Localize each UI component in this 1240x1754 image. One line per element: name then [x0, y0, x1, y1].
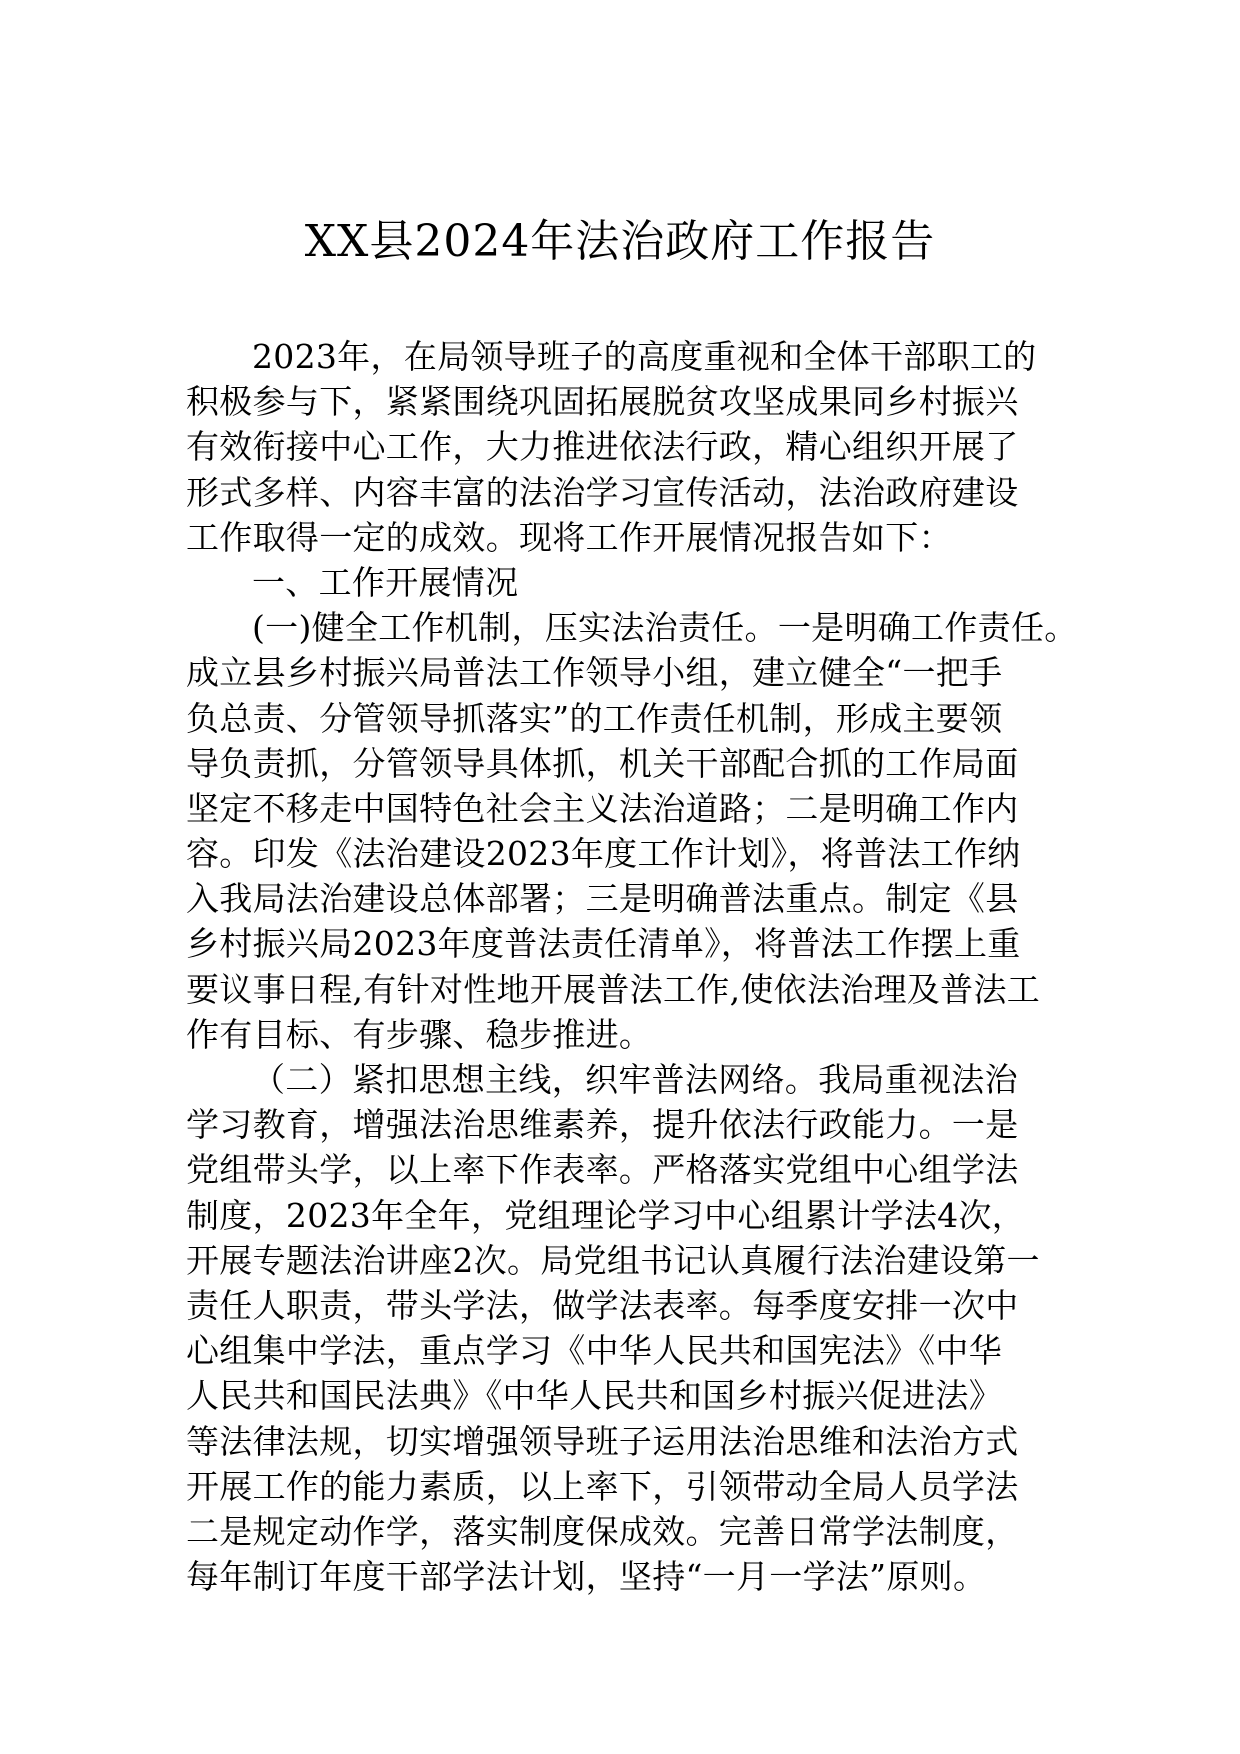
text-line: 有效衔接中心工作，大力推进依法行政，精心组织开展了 — [186, 427, 1019, 467]
text-line: 坚定不移走中国特色社会主义法治道路；二是明确工作内 — [186, 788, 1019, 828]
text-line: 积极参与下，紧紧围绕巩固拓展脱贫攻坚成果同乡村振兴 — [186, 382, 1019, 422]
text-line: 开展工作的能力素质，以上率下，引领带动全局人员学法 — [186, 1466, 1019, 1506]
text-line: 一、工作开展情况 — [252, 562, 519, 602]
text-line: 二是规定动作学，落实制度保成效。完善日常学法制度， — [186, 1511, 1019, 1551]
text-line: 每年制订年度干部学法计划，坚持“一月一学法”原则。 — [186, 1557, 987, 1597]
document-title: XX县2024年法治政府工作报告 — [304, 216, 936, 267]
text-line: (一)健全工作机制，压实法治责任。一是明确工作责任。 — [252, 608, 1078, 648]
text-line: 容。印发《法治建设2023年度工作计划》，将普法工作纳 — [186, 834, 1021, 874]
text-line: 入我局法治建设总体部署；三是明确普法重点。制定《县 — [186, 879, 1019, 919]
text-line: 制度，2023年全年，党组理论学习中心组累计学法4次， — [186, 1195, 1026, 1235]
text-line: 形式多样、内容丰富的法治学习宣传活动，法治政府建设 — [186, 472, 1019, 512]
text-line: 作有目标、有步骤、稳步推进。 — [186, 1014, 653, 1054]
text-line: 负总责、分管领导抓落实”的工作责任机制，形成主要领 — [186, 698, 1003, 738]
document-body — [186, 334, 1078, 1599]
text-line: 责任人职责，带头学法，做学法表率。每季度安排一次中 — [186, 1285, 1019, 1325]
text-line: 心组集中学法，重点学习《中华人民共和国宪法》《中华 — [186, 1331, 1002, 1371]
text-line: 成立县乡村振兴局普法工作领导小组，建立健全“一把手 — [186, 653, 1003, 693]
text-line: 人民共和国民法典》《中华人民共和国乡村振兴促进法》 — [186, 1376, 1002, 1416]
text-line: 工作取得一定的成效。现将工作开展情况报告如下： — [186, 517, 952, 557]
text-line: 要议事日程,有针对性地开展普法工作,使依法治理及普法工 — [186, 969, 1041, 1009]
text-line: 乡村振兴局2023年度普法责任清单》，将普法工作摆上重 — [186, 924, 1021, 964]
text-line: 等法律法规，切实增强领导班子运用法治思维和法治方式 — [186, 1421, 1019, 1461]
text-line: （二）紧扣思想主线，织牢普法网络。我局重视法治 — [252, 1060, 1018, 1099]
text-line: 党组带头学，以上率下作表率。严格落实党组中心组学法 — [186, 1150, 1019, 1190]
text-line: 学习教育，增强法治思维素养，提升依法行政能力。一是 — [186, 1105, 1019, 1145]
text-line: 导负责抓，分管领导具体抓，机关干部配合抓的工作局面 — [186, 743, 1019, 783]
text-line: 2023年，在局领导班子的高度重视和全体干部职工的 — [252, 337, 1037, 376]
text-line: 开展专题法治讲座2次。局党组书记认真履行法治建设第一 — [186, 1240, 1040, 1280]
